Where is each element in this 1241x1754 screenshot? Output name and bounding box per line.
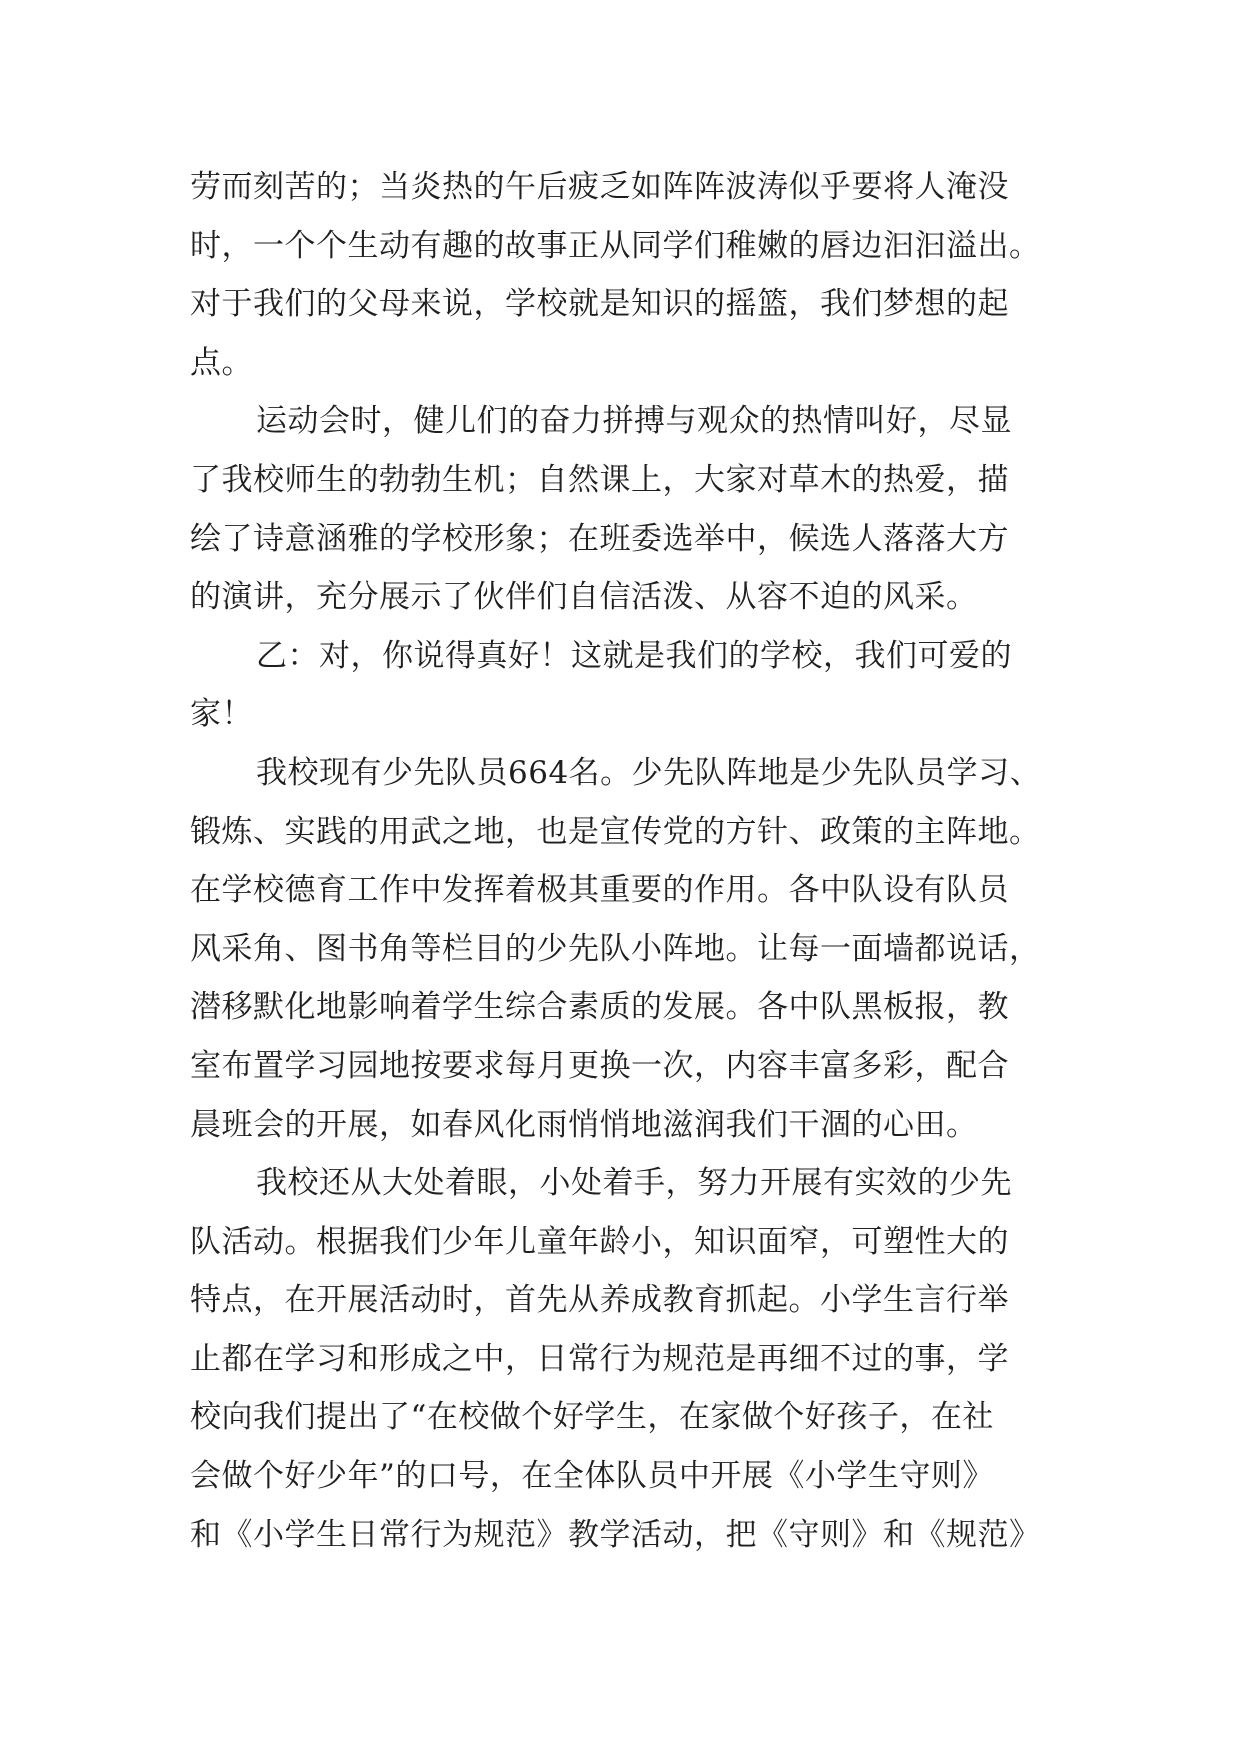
text-line: 乙：对，你说得真好！这就是我们的学校，我们可爱的 (256, 637, 1012, 674)
text-line: 对于我们的父母来说，学校就是知识的摇篮，我们梦想的起 (190, 286, 1009, 323)
text-line: 校向我们提出了“在校做个好学生，在家做个好孩子，在社 (190, 1399, 994, 1436)
text-line: 和《小学生日常行为规范》教学活动，把《守则》和《规范》 (190, 1516, 1041, 1553)
text-line: 止都在学习和形成之中，日常行为规范是再细不过的事，学 (190, 1340, 1009, 1377)
text-line: 我校还从大处着眼，小处着手，努力开展有实效的少先 (256, 1165, 1012, 1202)
body-text (190, 158, 1070, 1564)
text-line: 会做个好少年”的口号，在全体队员中开展《小学生守则》 (190, 1458, 994, 1495)
text-line: 绘了诗意涵雅的学校形象；在班委选举中，候选人落落大方 (190, 520, 1009, 557)
text-line: 潜移默化地影响着学生综合素质的发展。各中队黑板报，教 (190, 989, 1009, 1026)
text-line: 队活动。根据我们少年儿童年龄小，知识面窄，可塑性大的 (190, 1223, 1009, 1260)
text-line: 的演讲，充分展示了伙伴们自信活泼、从容不迫的风采。 (190, 579, 978, 616)
text-line: 在学校德育工作中发挥着极其重要的作用。各中队设有队员 (190, 872, 1009, 909)
text-line: 特点，在开展活动时，首先从养成教育抓起。小学生言行举 (190, 1282, 1009, 1319)
text-line: 点。 (190, 344, 253, 381)
text-line: 了我校师生的勃勃生机；自然课上，大家对草木的热爱，描 (190, 461, 1009, 498)
text-line: 风采角、图书角等栏目的少先队小阵地。让每一面墙都说话， (190, 930, 1041, 967)
text-line: 锻炼、实践的用武之地，也是宣传党的方针、政策的主阵地。 (190, 813, 1041, 850)
text-line: 时，一个个生动有趣的故事正从同学们稚嫩的唇边汩汩溢出。 (190, 227, 1041, 264)
text-line: 室布置学习园地按要求每月更换一次，内容丰富多彩，配合 (190, 1047, 1009, 1084)
text-line: 晨班会的开展，如春风化雨悄悄地滋润我们干涸的心田。 (190, 1106, 978, 1143)
text-line: 我校现有少先队员664名。少先队阵地是少先队员学习、 (256, 754, 1042, 791)
text-line: 家！ (190, 696, 253, 733)
text-line: 劳而刻苦的；当炎热的午后疲乏如阵阵波涛似乎要将人淹没 (190, 169, 1009, 205)
text-line: 运动会时，健儿们的奋力拼搏与观众的热情叫好，尽显 (256, 403, 1012, 440)
